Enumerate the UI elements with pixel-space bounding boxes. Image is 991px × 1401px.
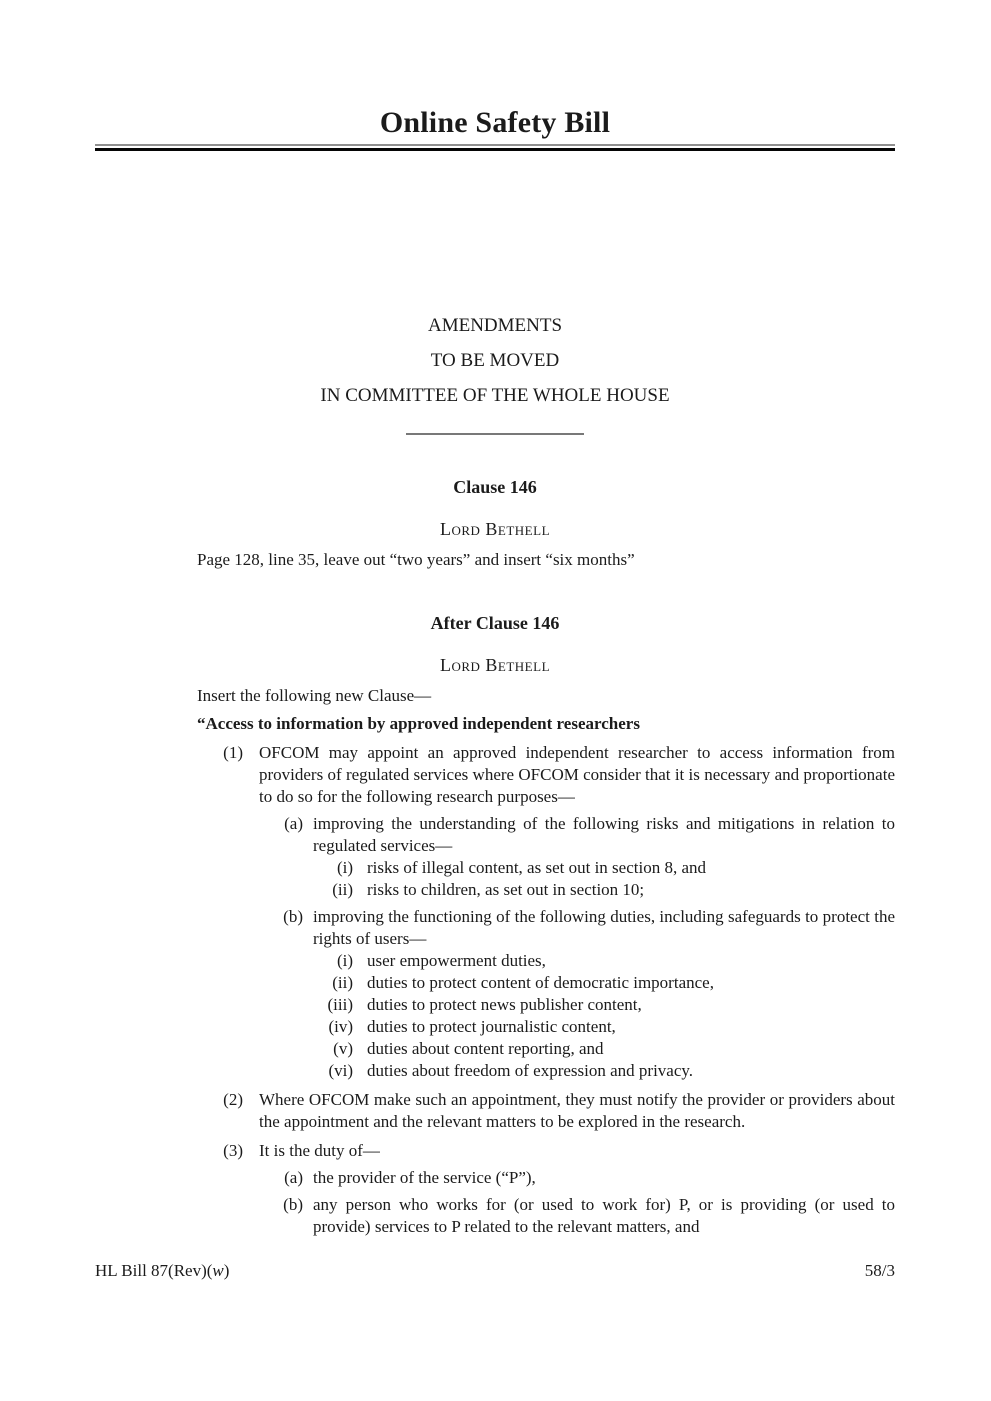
paragraph-text: Where OFCOM make such an appointment, they must notify the provider or providers about the appointment and the relevant matters to be explored in the research. (259, 1090, 895, 1131)
paragraph-marker: (1) (223, 743, 243, 762)
paragraph-3b (197, 1194, 895, 1238)
paragraph-3a (197, 1167, 895, 1189)
preamble-line-committee: IN COMMITTEE OF THE WHOLE HOUSE (320, 385, 670, 406)
paragraph-marker: (a) (284, 1168, 303, 1187)
paragraph-text: risks to children, as set out in section 10; (367, 880, 645, 899)
paragraph-1a-i (197, 857, 895, 879)
paragraph-1a (197, 813, 895, 857)
paragraph-1b-i (197, 950, 895, 972)
page-footer (95, 1260, 895, 1282)
paragraph-text: improving the understanding of the following risks and mitigations in relation to regulated services— (313, 814, 895, 855)
page-title: Online Safety Bill (379, 106, 611, 139)
paragraph-text: duties to protect journalistic content, (367, 1017, 616, 1036)
paragraph-1b-vi (197, 1060, 895, 1082)
paragraph-1b-iii (197, 994, 895, 1016)
new-clause-title: “Access to information by approved independent researchers (197, 714, 640, 733)
after-clause-146-sponsor: Lord Bethell (439, 655, 551, 675)
paragraph-1a-ii (197, 879, 895, 901)
paragraph-1b (197, 906, 895, 950)
paragraph-text: duties to protect content of democratic importance, (367, 973, 714, 992)
clause-146-sponsor: Lord Bethell (439, 519, 551, 539)
new-clause-body (197, 742, 895, 1238)
paragraph-3 (197, 1140, 895, 1162)
paragraph-text: duties about freedom of expression and privacy. (367, 1061, 694, 1080)
paragraph-marker: (vi) (328, 1061, 353, 1080)
paragraph-marker: (i) (336, 951, 353, 970)
paragraph-marker: (2) (223, 1090, 243, 1109)
paragraph-marker: (b) (283, 907, 303, 926)
paragraph-1b-v (197, 1038, 895, 1060)
paragraph-marker: (ii) (332, 973, 353, 992)
paragraph-marker: (i) (336, 858, 353, 877)
paragraph-text: the provider of the service (“P”), (313, 1168, 536, 1187)
paragraph-text: It is the duty of— (259, 1141, 380, 1160)
paragraph-text: user empowerment duties, (367, 951, 546, 970)
paragraph-1b-iv (197, 1016, 895, 1038)
paragraph-marker: (b) (283, 1195, 303, 1214)
preamble-line-amendments: AMENDMENTS (427, 315, 563, 336)
sheet-number: 58/3 (864, 1261, 895, 1280)
bill-reference: HL Bill 87(Rev)(w) (95, 1261, 230, 1280)
paragraph-marker: (iii) (327, 995, 353, 1014)
paragraph-text: duties to protect news publisher content, (367, 995, 642, 1014)
clause-146-instruction: Page 128, line 35, leave out “two years” and insert “six months” (197, 550, 635, 569)
preamble-block (95, 308, 895, 413)
after-clause-146-instruction: Insert the following new Clause— (197, 686, 432, 705)
paragraph-text: OFCOM may appoint an approved independent researcher to access information from providers of regulated services where OFCOM consider that it is necessary and proportionate to do so for the following research purposes— (259, 743, 895, 806)
section-divider-rule (406, 433, 584, 435)
paragraph-1b-ii (197, 972, 895, 994)
paragraph-marker: (ii) (332, 880, 353, 899)
paragraph-marker: (iv) (328, 1017, 353, 1036)
paragraph-2 (197, 1089, 895, 1133)
after-clause-146-heading: After Clause 146 (430, 613, 560, 633)
paragraph-marker: (a) (284, 814, 303, 833)
title-double-rule (95, 144, 895, 151)
paragraph-1 (197, 742, 895, 808)
title-rule-thick (95, 148, 895, 151)
clause-146-heading: Clause 146 (453, 477, 537, 497)
paragraph-text: duties about content reporting, and (367, 1039, 604, 1058)
paragraph-text: risks of illegal content, as set out in section 8, and (367, 858, 706, 877)
paragraph-marker: (3) (223, 1141, 243, 1160)
paragraph-marker: (v) (333, 1039, 353, 1058)
page-content (95, 0, 895, 1238)
preamble-line-to-be-moved: TO BE MOVED (430, 350, 560, 371)
paragraph-text: any person who works for (or used to work for) P, or is providing (or used to provide) services to P related to the relevant matters, and (313, 1195, 895, 1236)
paragraph-text: improving the functioning of the following duties, including safeguards to protect the rights of users— (313, 907, 895, 948)
